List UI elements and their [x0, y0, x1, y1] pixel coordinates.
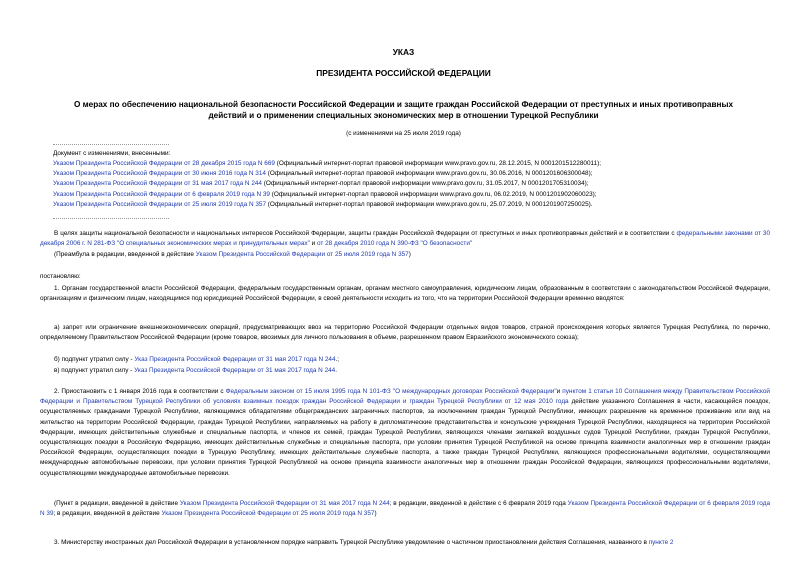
point-1b	[40, 355, 770, 365]
point-2-start: 2. Приостановить с 1 января 2016 года в соответствии с	[54, 388, 226, 395]
point-2-note-mid-2: ; в редакции, введенной в действие	[53, 510, 162, 518]
amendment-source: (Официальный интернет-портал правовой информации www.pravo.gov.ru, 28.12.2015, N 0001201512280011);	[274, 160, 602, 168]
amendment-source: (Официальный интернет-портал правовой информации www.pravo.gov.ru, 25.07.2019, N 0001201907250025).	[266, 200, 593, 208]
point-1: 1. Органам государственной власти Российской Федерации, федеральным государственным органам, органам местного самоуправления, юридическим лицам, образованным в соответствии с законодательством Российской Федерации, организациям и физическим лицам, находящимся под юрисдикцией Российской Федерации, в своей деятельности исходить из того, что на территории Российской Федерации временно вводятся:	[40, 285, 770, 303]
preamble-note-prefix: (Преамбула в редакции, введенной в действие	[54, 251, 196, 258]
point-2-note-link-1[interactable]: Указом Президента Российской Федерации от 31 мая 2017 года N 244	[179, 500, 390, 507]
document-title-line-2: действий и о применении специальных экономических мер в отношении Турецкой Республики	[208, 111, 599, 120]
list-item	[53, 200, 773, 210]
point-2	[40, 387, 770, 479]
amendment-source: (Официальный интернет-портал правовой информации www.pravo.gov.ru, 06.02.2019, N 0001201902060023);	[269, 190, 597, 198]
preamble	[40, 229, 770, 249]
preamble-and: и	[309, 240, 317, 248]
point-2-and: и	[556, 388, 563, 395]
agreement-article-link[interactable]: пунктом 1 статьи 10 Соглашения между Правительством Российской Федерации и Правительством Турецкой Республики об условиях взаимных поездок граждан Российской Федерации и граждан Турецкой Республики от 12 мая 2010 года	[40, 388, 770, 406]
point-1c-suffix: .	[335, 367, 338, 374]
point-2-note-link-3[interactable]: Указом Президента Российской Федерации от 25 июля 2019 года N 357	[161, 510, 375, 518]
point-3-text: 3. Министерству иностранных дел Российской Федерации в установленном порядке направить Турецкой Республике уведомление о частичном приостановлении действия Соглашения, названного в	[54, 539, 649, 546]
point-3	[40, 538, 770, 548]
changes-note: (с изменениями на 25 июля 2019 года)	[346, 130, 461, 137]
amendments-list	[53, 149, 773, 210]
preamble-note-link[interactable]: Указом Президента Российской Федерации от 25 июля 2019 года N 357	[195, 251, 409, 258]
security-law-link[interactable]: от 28 декабря 2010 года N 390-ФЗ "О безопасности"	[317, 240, 473, 248]
amendment-source: (Официальный интернет-портал правовой информации www.pravo.gov.ru, 30.06.2016, N 0001201606300048);	[265, 170, 593, 178]
point-2-ref-link[interactable]: пункте 2	[648, 539, 674, 546]
decree-heading: УКАЗ	[392, 47, 415, 57]
point-1b-suffix: .;	[335, 356, 340, 363]
preamble-note	[40, 250, 770, 260]
divider-top	[53, 144, 169, 145]
point-2-note-suffix: )	[374, 510, 377, 518]
divider-bottom	[53, 218, 169, 219]
amendment-link[interactable]: Указом Президента Российской Федерации от 30 июня 2016 года N 314	[53, 170, 266, 178]
amendment-link[interactable]: Указом Президента Российской Федерации от 25 июля 2019 года N 357	[53, 200, 266, 208]
point-2-note-prefix: (Пункт в редакции, введенной в действие	[54, 500, 180, 507]
point-2-note-mid: ; в редакции, введенной в действие с 6 февраля 2019 года	[389, 500, 568, 507]
preamble-note-suffix: )	[408, 251, 411, 258]
list-item	[53, 159, 773, 169]
list-item	[53, 179, 773, 189]
document-title	[30, 99, 777, 121]
point-1b-link[interactable]: Указ Президента Российской Федерации от 31 мая 2017 года N 244	[134, 356, 336, 363]
point-1c-text: в) подпункт утратил силу -	[54, 367, 135, 374]
amendment-source: (Официальный интернет-портал правовой информации www.pravo.gov.ru, 31.05.2017, N 0001201705310034);	[262, 180, 589, 188]
list-item	[53, 169, 773, 179]
point-2-note	[40, 499, 770, 519]
point-1c	[40, 366, 770, 376]
document-title-line-1: О мерах по обеспечению национальной безопасности Российской Федерации и защите граждан Российской Федерации от преступных и иных противоправных	[73, 100, 734, 109]
point-2-note-link-2[interactable]: Указом Президента Российской Федерации от 6 февраля 2019 года N 39	[40, 500, 770, 518]
point-1b-text: б) подпункт утратил силу -	[54, 356, 135, 363]
amendments-intro: Документ с изменениями, внесенными:	[53, 150, 171, 157]
amendment-link[interactable]: Указом Президента Российской Федерации от 28 декабря 2015 года N 669	[53, 160, 275, 168]
issuer-heading: ПРЕЗИДЕНТА РОССИЙСКОЙ ФЕДЕРАЦИИ	[316, 68, 491, 78]
point-1a: а) запрет или ограничение внешнеэкономических операций, предусматривающих ввоз на территорию Российской Федерации отдельных видов товаров, страной происхождения которых является Турецкая Республика, по перечню, определяемому Правительством Российской Федерации (кроме товаров, ввозимых для личного пользования в объеме, разрешенном правом Евразийского экономического союза);	[40, 324, 770, 342]
treaties-law-link[interactable]: Федеральным законом от 15 июля 1995 года N 101-ФЗ "О международных договорах Российской Федерации"	[225, 388, 557, 395]
resolution-word: постановляю:	[40, 273, 81, 280]
amendment-link[interactable]: Указом Президента Российской Федерации от 31 мая 2017 года N 244	[53, 180, 262, 188]
preamble-text: В целях защиты национальной безопасности и национальных интересов Российской Федерации, защиты граждан Российской Федерации от преступных и иных противоправных действий и в соответствии с	[54, 230, 675, 237]
list-item	[53, 190, 773, 200]
point-1c-link[interactable]: Указ Президента Российской Федерации от 31 мая 2017 года N 244	[134, 367, 336, 374]
amendment-link[interactable]: Указом Президента Российской Федерации от 6 февраля 2019 года N 39	[53, 190, 270, 198]
point-2-body: действие указанного Соглашения в части, касающейся поездок, осуществляемых гражданами Турецкой Республики, являющимися обладателями общегражданских заграничных паспортов, за исключением граждан Турецкой Республики, имеющих разрешение на временное проживание или вид на жительство на территории Российской Федерации, граждан Турецкой Республики, направляемых на работу в дипломатические представительства и консульские учреждения Турецкой Республики, находящиеся на территории Российской Федерации, имеющих действительные служебные и специальные паспорта, и членов их семей, граждан Турецкой Республики, являющихся членами экипажей воздушных судов Турецкой Республики, граждан Турецкой Республики, осуществляющих поездки в Российскую Федерацию, имеющих действительные служебные и специальные паспорта, при условии принятия Турецкой Республикой на основе принципа взаимности аналогичных мер в отношении граждан Российской Федерации, осуществляющих поездки в Турецкую Республику, имеющих действительные служебные паспорта, а также граждан Турецкой Республики, являющихся профессиональными водителями, осуществляющими международные автомобильные перевозки, при условии принятия Турецкой Республикой на основе принципа взаимности аналогичных мер в отношении граждан Российской Федерации, являющихся профессиональными водителями, осуществляющими международные автомобильные перевозки.	[40, 398, 770, 477]
federal-laws-link[interactable]: федеральными законами от 30 декабря 2006 г. N 281-ФЗ "О специальных экономических мерах и принудительных мерах"	[40, 230, 770, 248]
